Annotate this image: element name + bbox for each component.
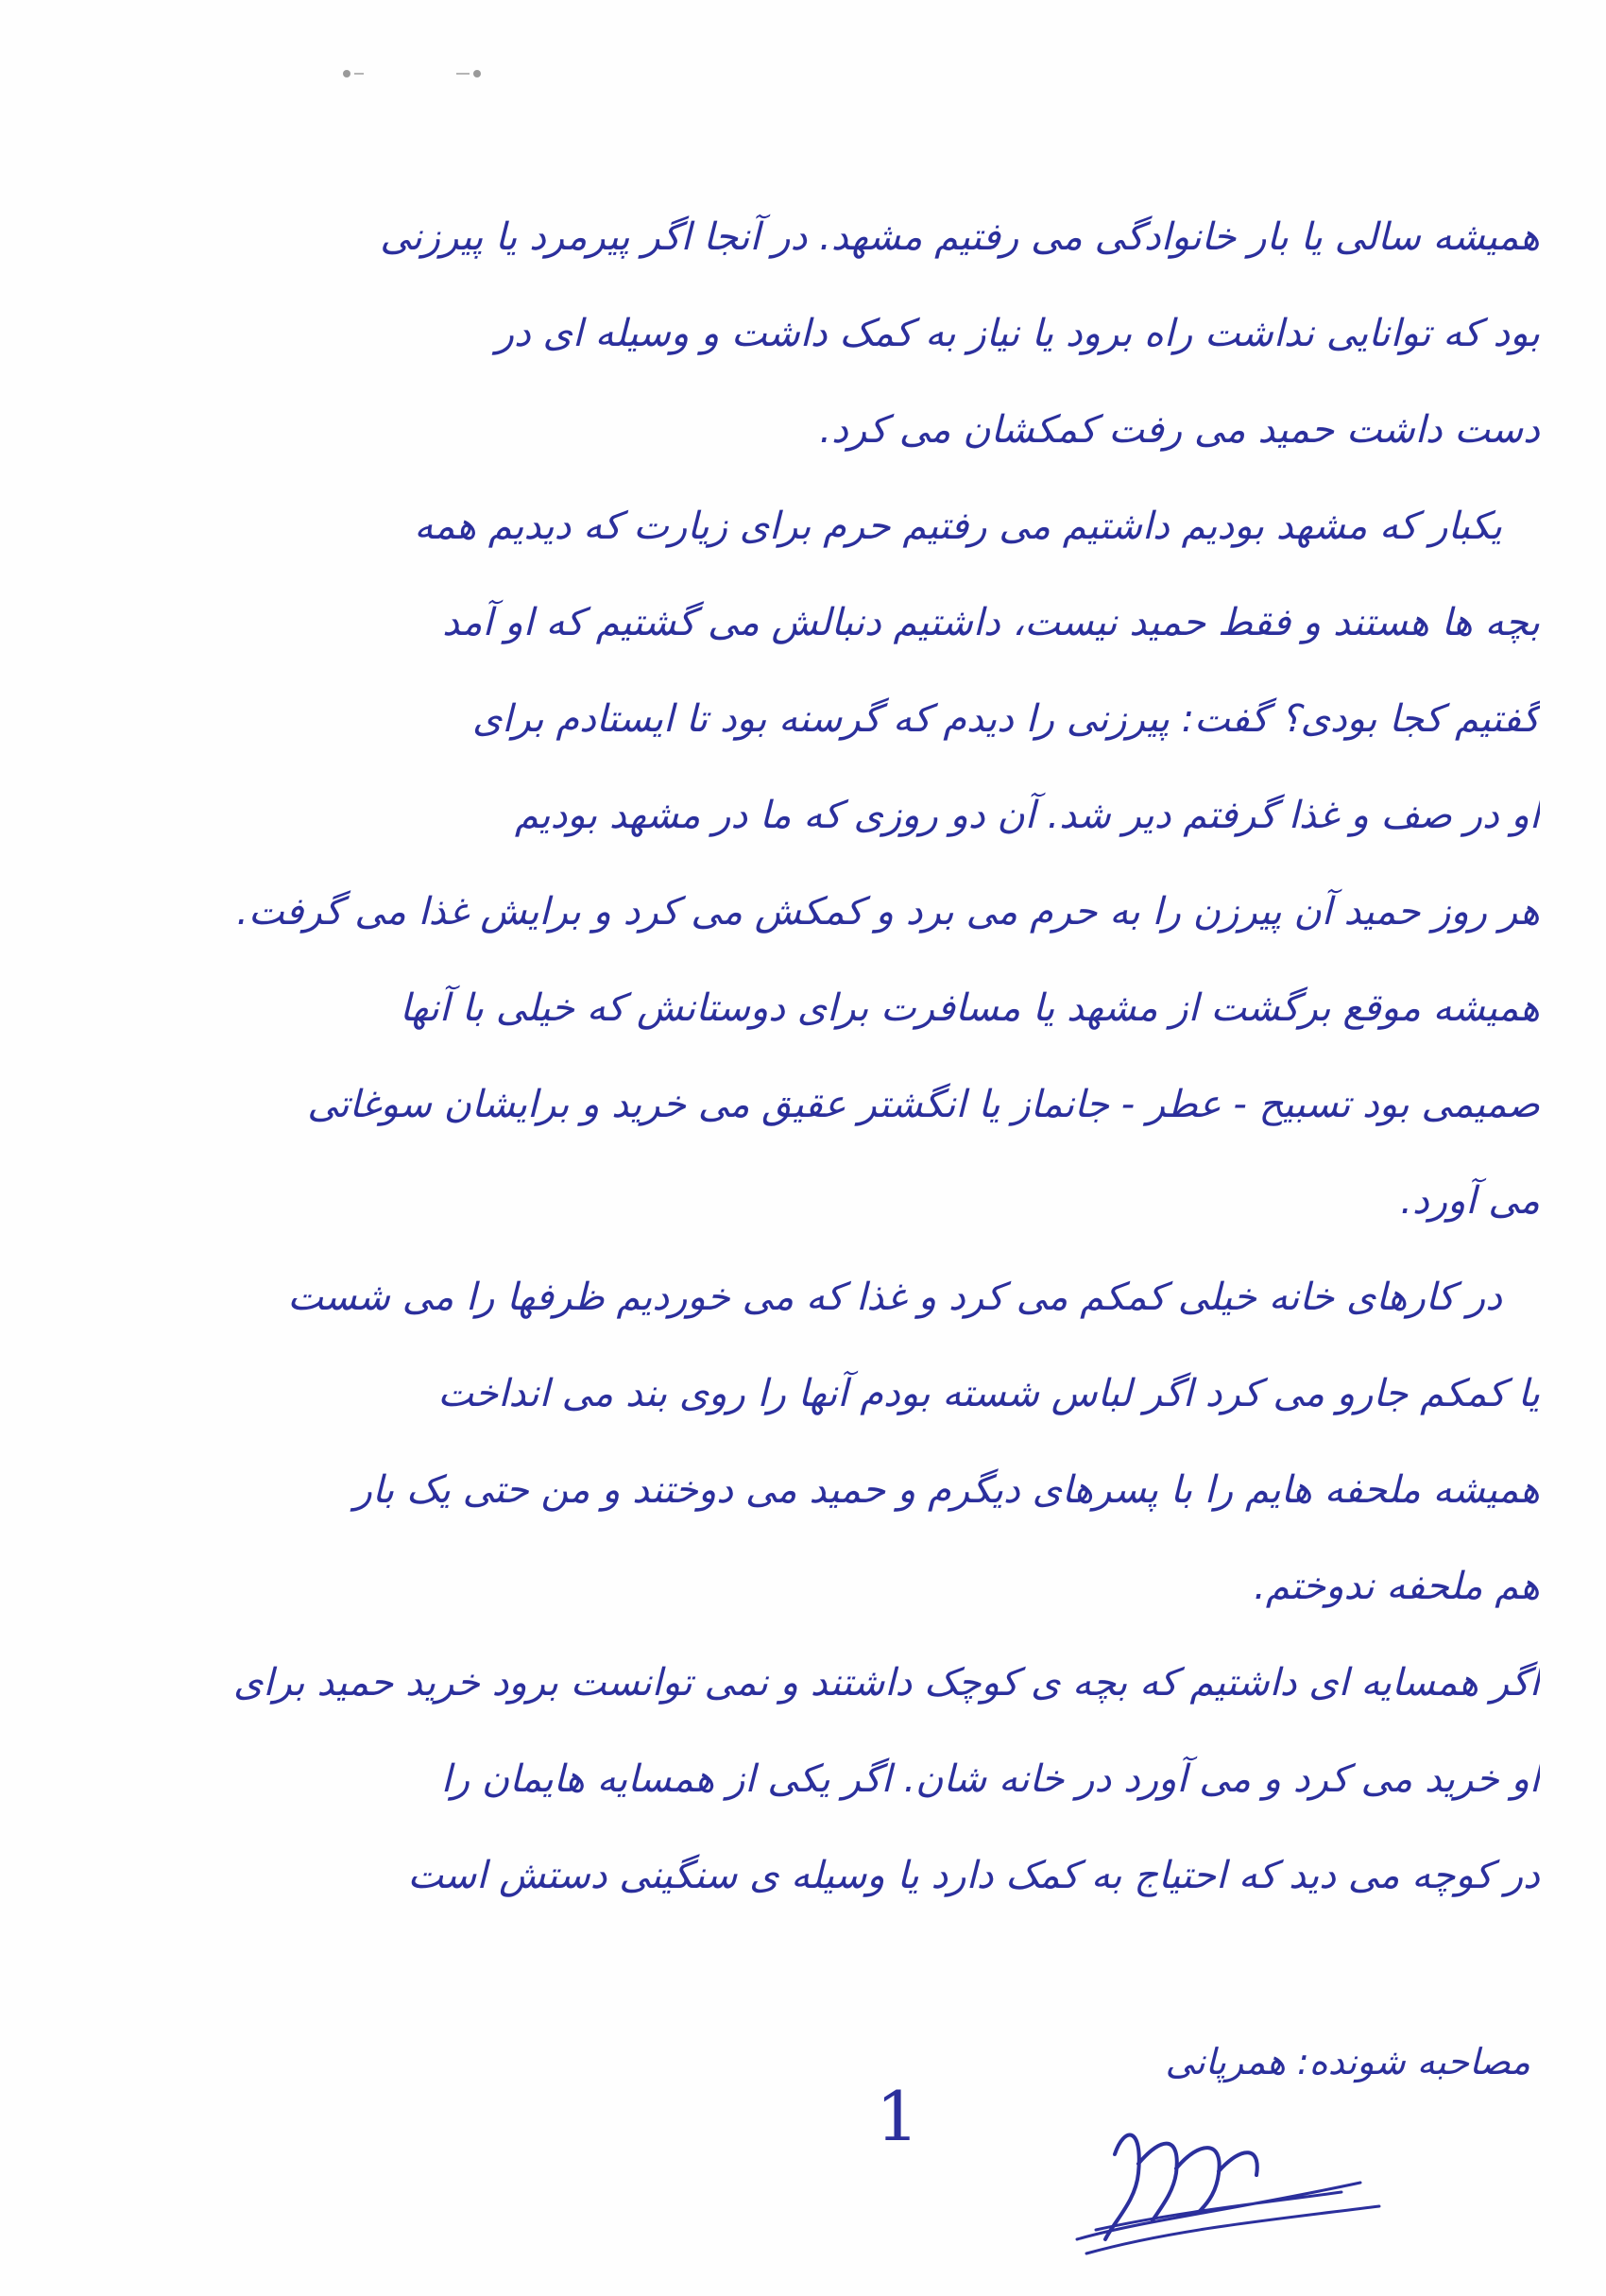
text-line: یا کمکم جارو می کرد اگر لباس شسته بودم آنها را روی بند می انداخت (437, 1372, 1540, 1415)
text-line: هم ملحفه ندوختم. (1254, 1565, 1540, 1608)
text-line: هر روز حمید آن پیرزن را به حرم می برد و کمکش می کرد و برایش غذا می گرفت. (236, 890, 1540, 934)
text-line: بود که توانایی نداشت راه برود یا نیاز به کمک داشت و وسیله ای در (495, 312, 1540, 355)
text-line: همیشه موقع برگشت از مشهد یا مسافرت برای دوستانش که خیلی با آنها (400, 986, 1540, 1030)
text-line: دست داشت حمید می رفت کمکشان می کرد. (819, 408, 1540, 452)
text-line: اگر همسایه ای داشتیم که بچه ی کوچک داشتند و نمی توانست برود خرید حمید برای (233, 1661, 1540, 1705)
text-line: او خرید می کرد و می آورد در خانه شان. اگر یکی از همسایه هایمان را (440, 1757, 1540, 1801)
text-line: می آورد. (1400, 1179, 1540, 1223)
punch-marks (335, 64, 487, 83)
text-line: همیشه ملحفه هایم را با پسرهای دیگرم و حمید می دوختند و من حتی یک بار (353, 1468, 1540, 1512)
text-line: گفتیم کجا بودی؟ گفت: پیرزنی را دیدم که گرسنه بود تا ایستادم برای (472, 697, 1540, 741)
handwritten-text (104, 189, 1540, 1924)
interviewee-caption: مصاحبه شونده: همرپانی (1165, 2041, 1530, 2082)
text-line: در کارهای خانه خیلی کمکم می کرد و غذا که می خوردیم ظرفها را می شست (287, 1276, 1502, 1319)
signature-icon (1058, 2116, 1398, 2268)
text-line: بچه ها هستند و فقط حمید نیست، داشتیم دنبالش می گشتیم که او آمد (442, 601, 1540, 644)
text-line: همیشه سالی یا بار خانوادگی می رفتیم مشهد. در آنجا اگر پیرمرد یا پیرزنی (380, 215, 1540, 259)
page-number: 1 (876, 2077, 919, 2156)
text-line: در کوچه می دید که احتیاج به کمک دارد یا وسیله ی سنگینی دستش است (407, 1854, 1540, 1897)
text-line: صمیمی بود تسبیح - عطر - جانماز یا انگشتر عقیق می خرید و برایشان سوغاتی (307, 1083, 1540, 1126)
text-line: یکبار که مشهد بودیم داشتیم می رفتیم حرم برای زیارت که دیدیم همه (414, 505, 1502, 548)
text-line: او در صف و غذا گرفتم دیر شد. آن دو روزی که ما در مشهد بودیم (514, 794, 1540, 837)
